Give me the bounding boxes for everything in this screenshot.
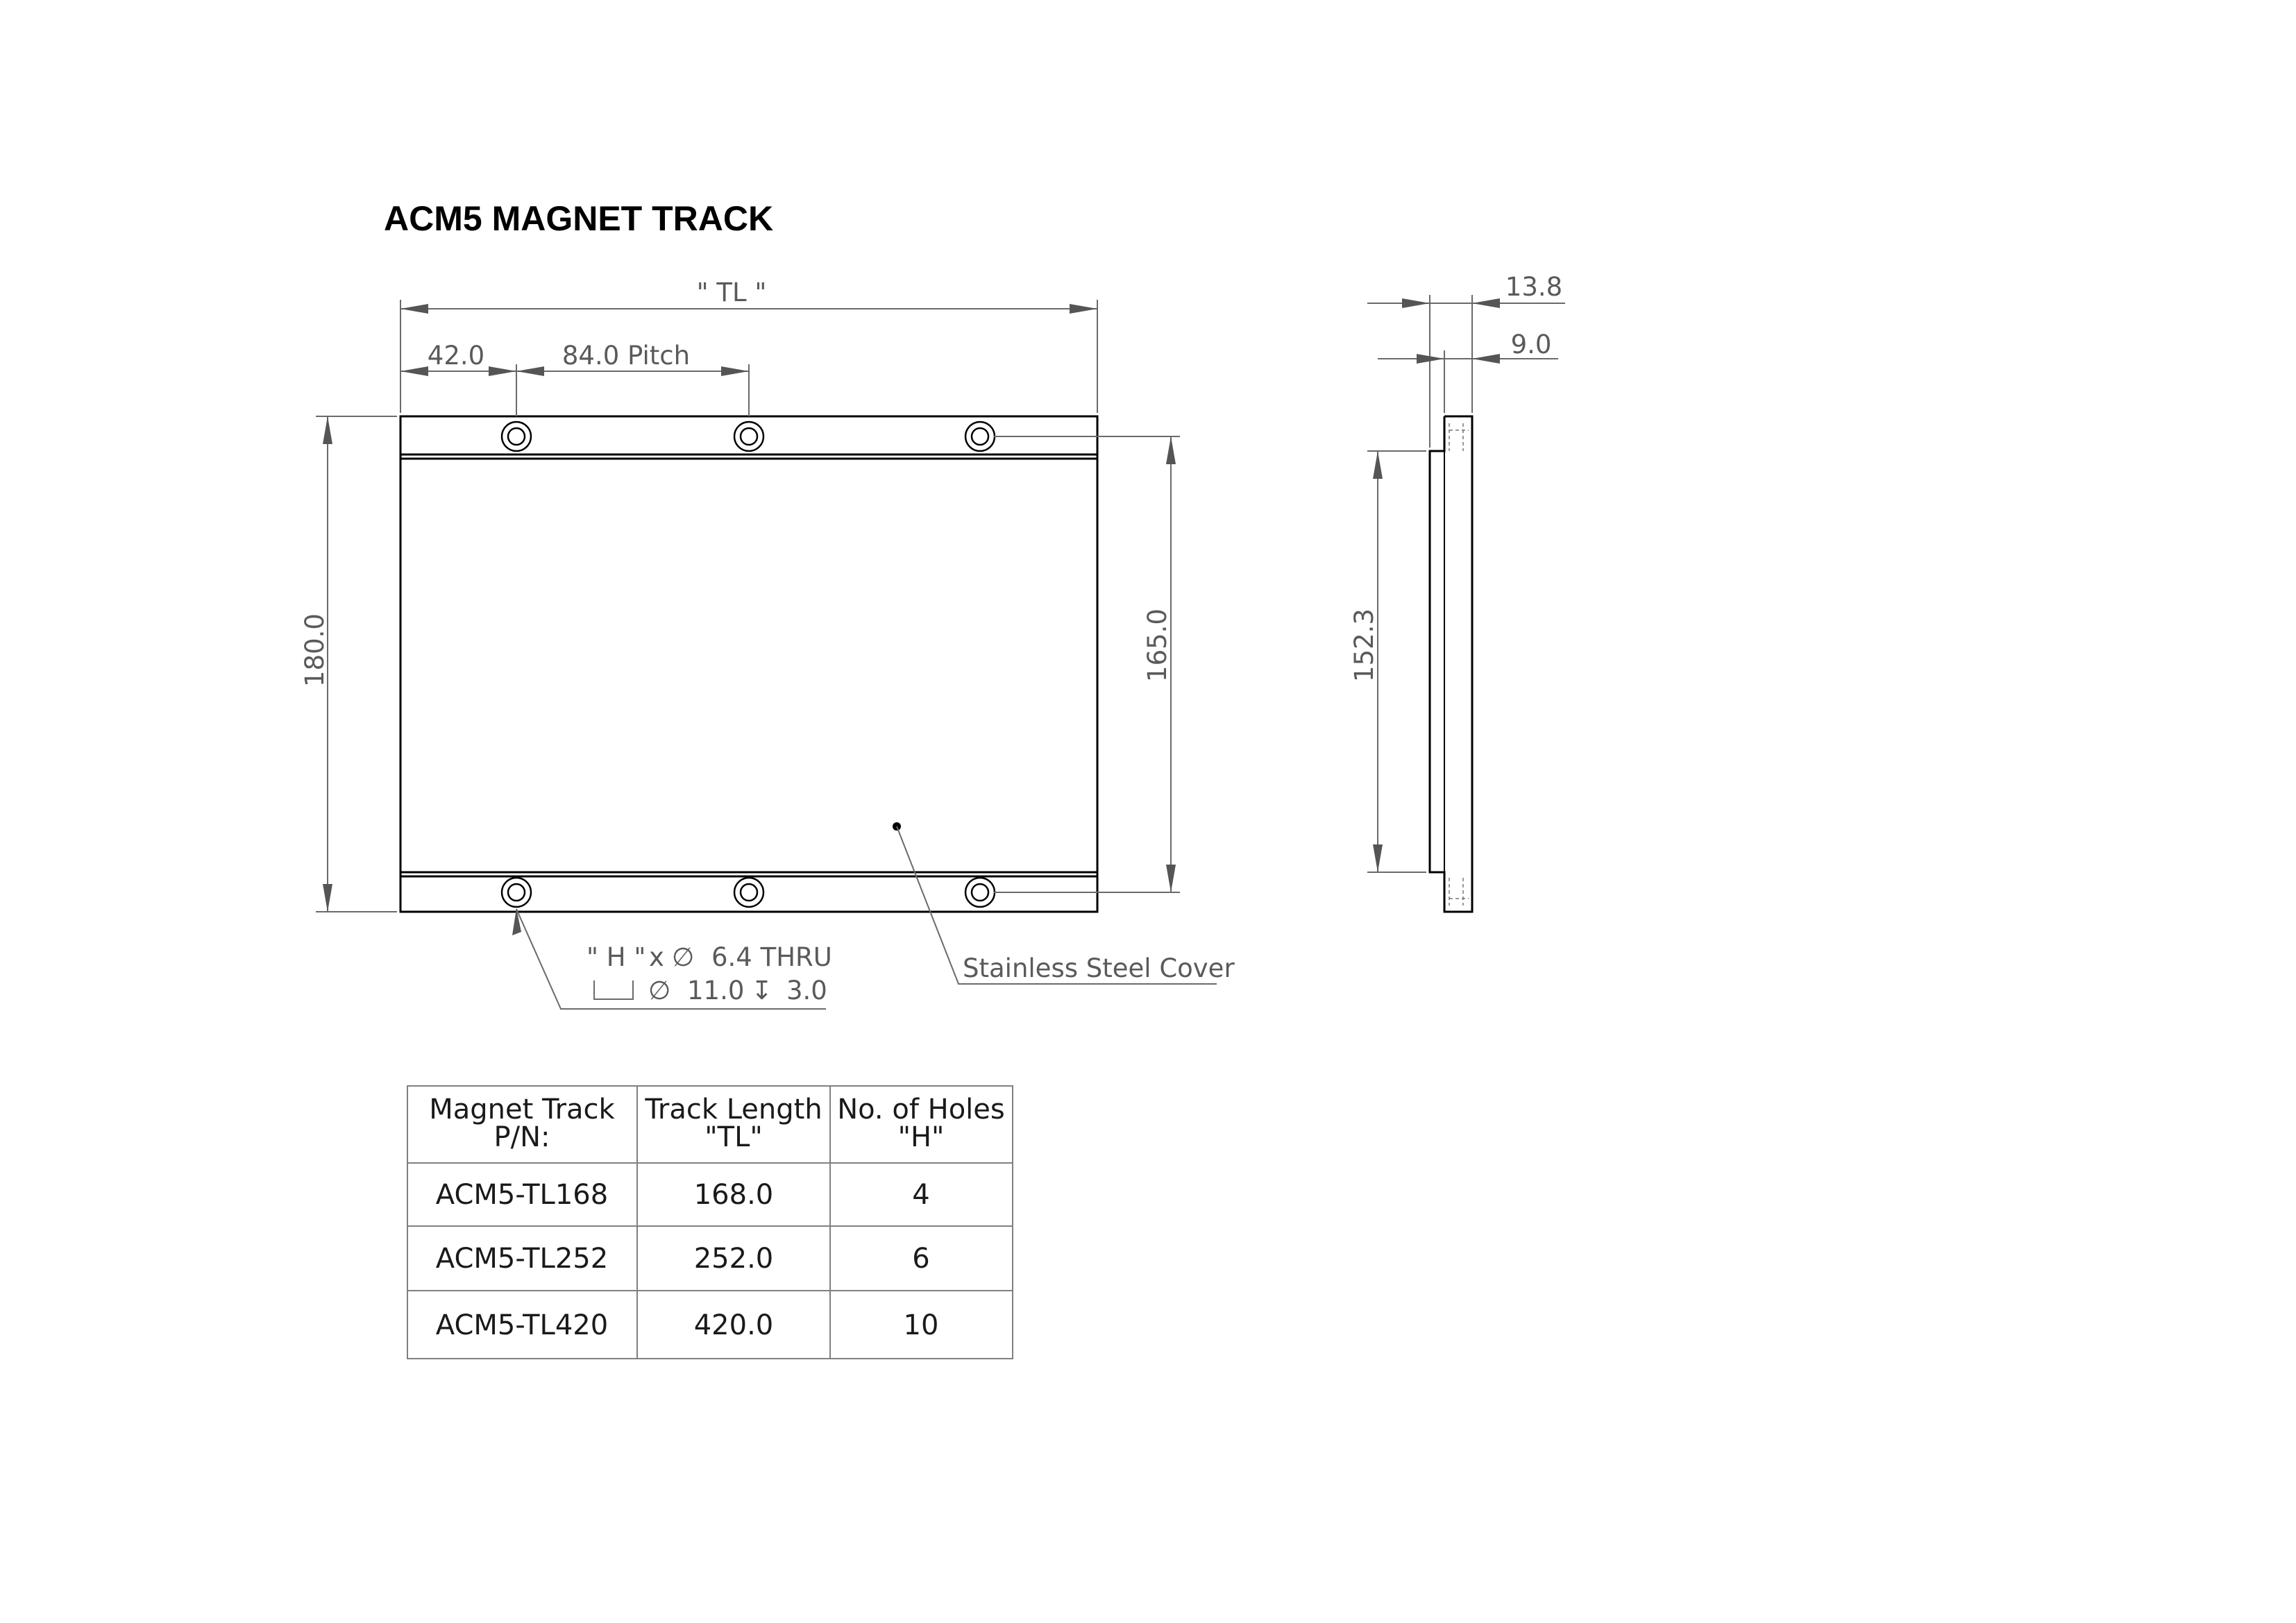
table-header: Magnet Track: [429, 1094, 615, 1125]
cover-callout: [893, 822, 1235, 984]
hole-times-label: x: [649, 942, 664, 972]
table-header: Track Length: [645, 1094, 822, 1125]
mounting-hole: [965, 422, 995, 451]
dimension-side-height: [1349, 451, 1426, 872]
thru-diameter-label: 6.4 THRU: [711, 942, 832, 972]
drawing-title: ACM5 MAGNET TRACK: [384, 199, 774, 238]
dimension-side-thickness: [1367, 272, 1565, 448]
counterbore-depth-label: 3.0: [786, 976, 827, 1005]
hidden-hole-lines: [1449, 423, 1469, 906]
mounting-hole: [734, 878, 763, 907]
table-cell: ACM5-TL168: [435, 1179, 609, 1211]
part-number-table: [407, 1086, 1013, 1359]
mounting-hole: [734, 422, 763, 451]
dimension-side-base: [1378, 330, 1558, 413]
mounting-hole: [502, 878, 531, 907]
hole-spacing-label: 165.0: [1142, 609, 1172, 682]
table-cell: 4: [912, 1179, 930, 1211]
table-cell: ACM5-TL420: [435, 1309, 609, 1341]
side-base-label: 9.0: [1510, 330, 1552, 359]
side-height-label: 152.3: [1349, 609, 1379, 682]
table-header: No. of Holes: [837, 1094, 1005, 1125]
cover-label: Stainless Steel Cover: [963, 953, 1235, 983]
table-header: "TL": [704, 1121, 763, 1153]
table-cell: 10: [903, 1309, 939, 1341]
hole-count-label: " H ": [586, 942, 646, 972]
table-cell: 420.0: [693, 1309, 774, 1341]
side-profile: [1430, 416, 1472, 912]
pitch-label: 84.0 Pitch: [562, 341, 691, 371]
dimension-hole-spacing: [994, 436, 1180, 892]
table-header: P/N:: [493, 1121, 550, 1153]
track-length-label: " TL ": [696, 278, 767, 307]
depth-symbol: ↧: [751, 976, 773, 1005]
counterbore-diameter-label: 11.0: [687, 976, 745, 1005]
mounting-hole: [965, 878, 995, 907]
table-header: "H": [897, 1121, 945, 1153]
hole-callout: [512, 908, 832, 1009]
dimension-hole-pitch: [400, 341, 749, 416]
table-cell: 168.0: [693, 1179, 774, 1211]
table-cell: 6: [912, 1243, 930, 1275]
counterbore-symbol: [594, 980, 633, 999]
diameter-symbol: ∅: [672, 942, 695, 972]
side-view: [1430, 416, 1472, 912]
first-hole-offset-label: 42.0: [427, 341, 485, 371]
overall-width-label: 180.0: [300, 613, 330, 687]
side-thickness-label: 13.8: [1505, 272, 1563, 302]
table-cell: ACM5-TL252: [435, 1243, 609, 1275]
track-outline: [400, 416, 1097, 912]
table-cell: 252.0: [693, 1243, 774, 1275]
dimension-overall-width: [300, 416, 397, 912]
front-view: [400, 416, 1097, 912]
mounting-hole: [502, 422, 531, 451]
diameter-symbol: ∅: [648, 976, 671, 1005]
